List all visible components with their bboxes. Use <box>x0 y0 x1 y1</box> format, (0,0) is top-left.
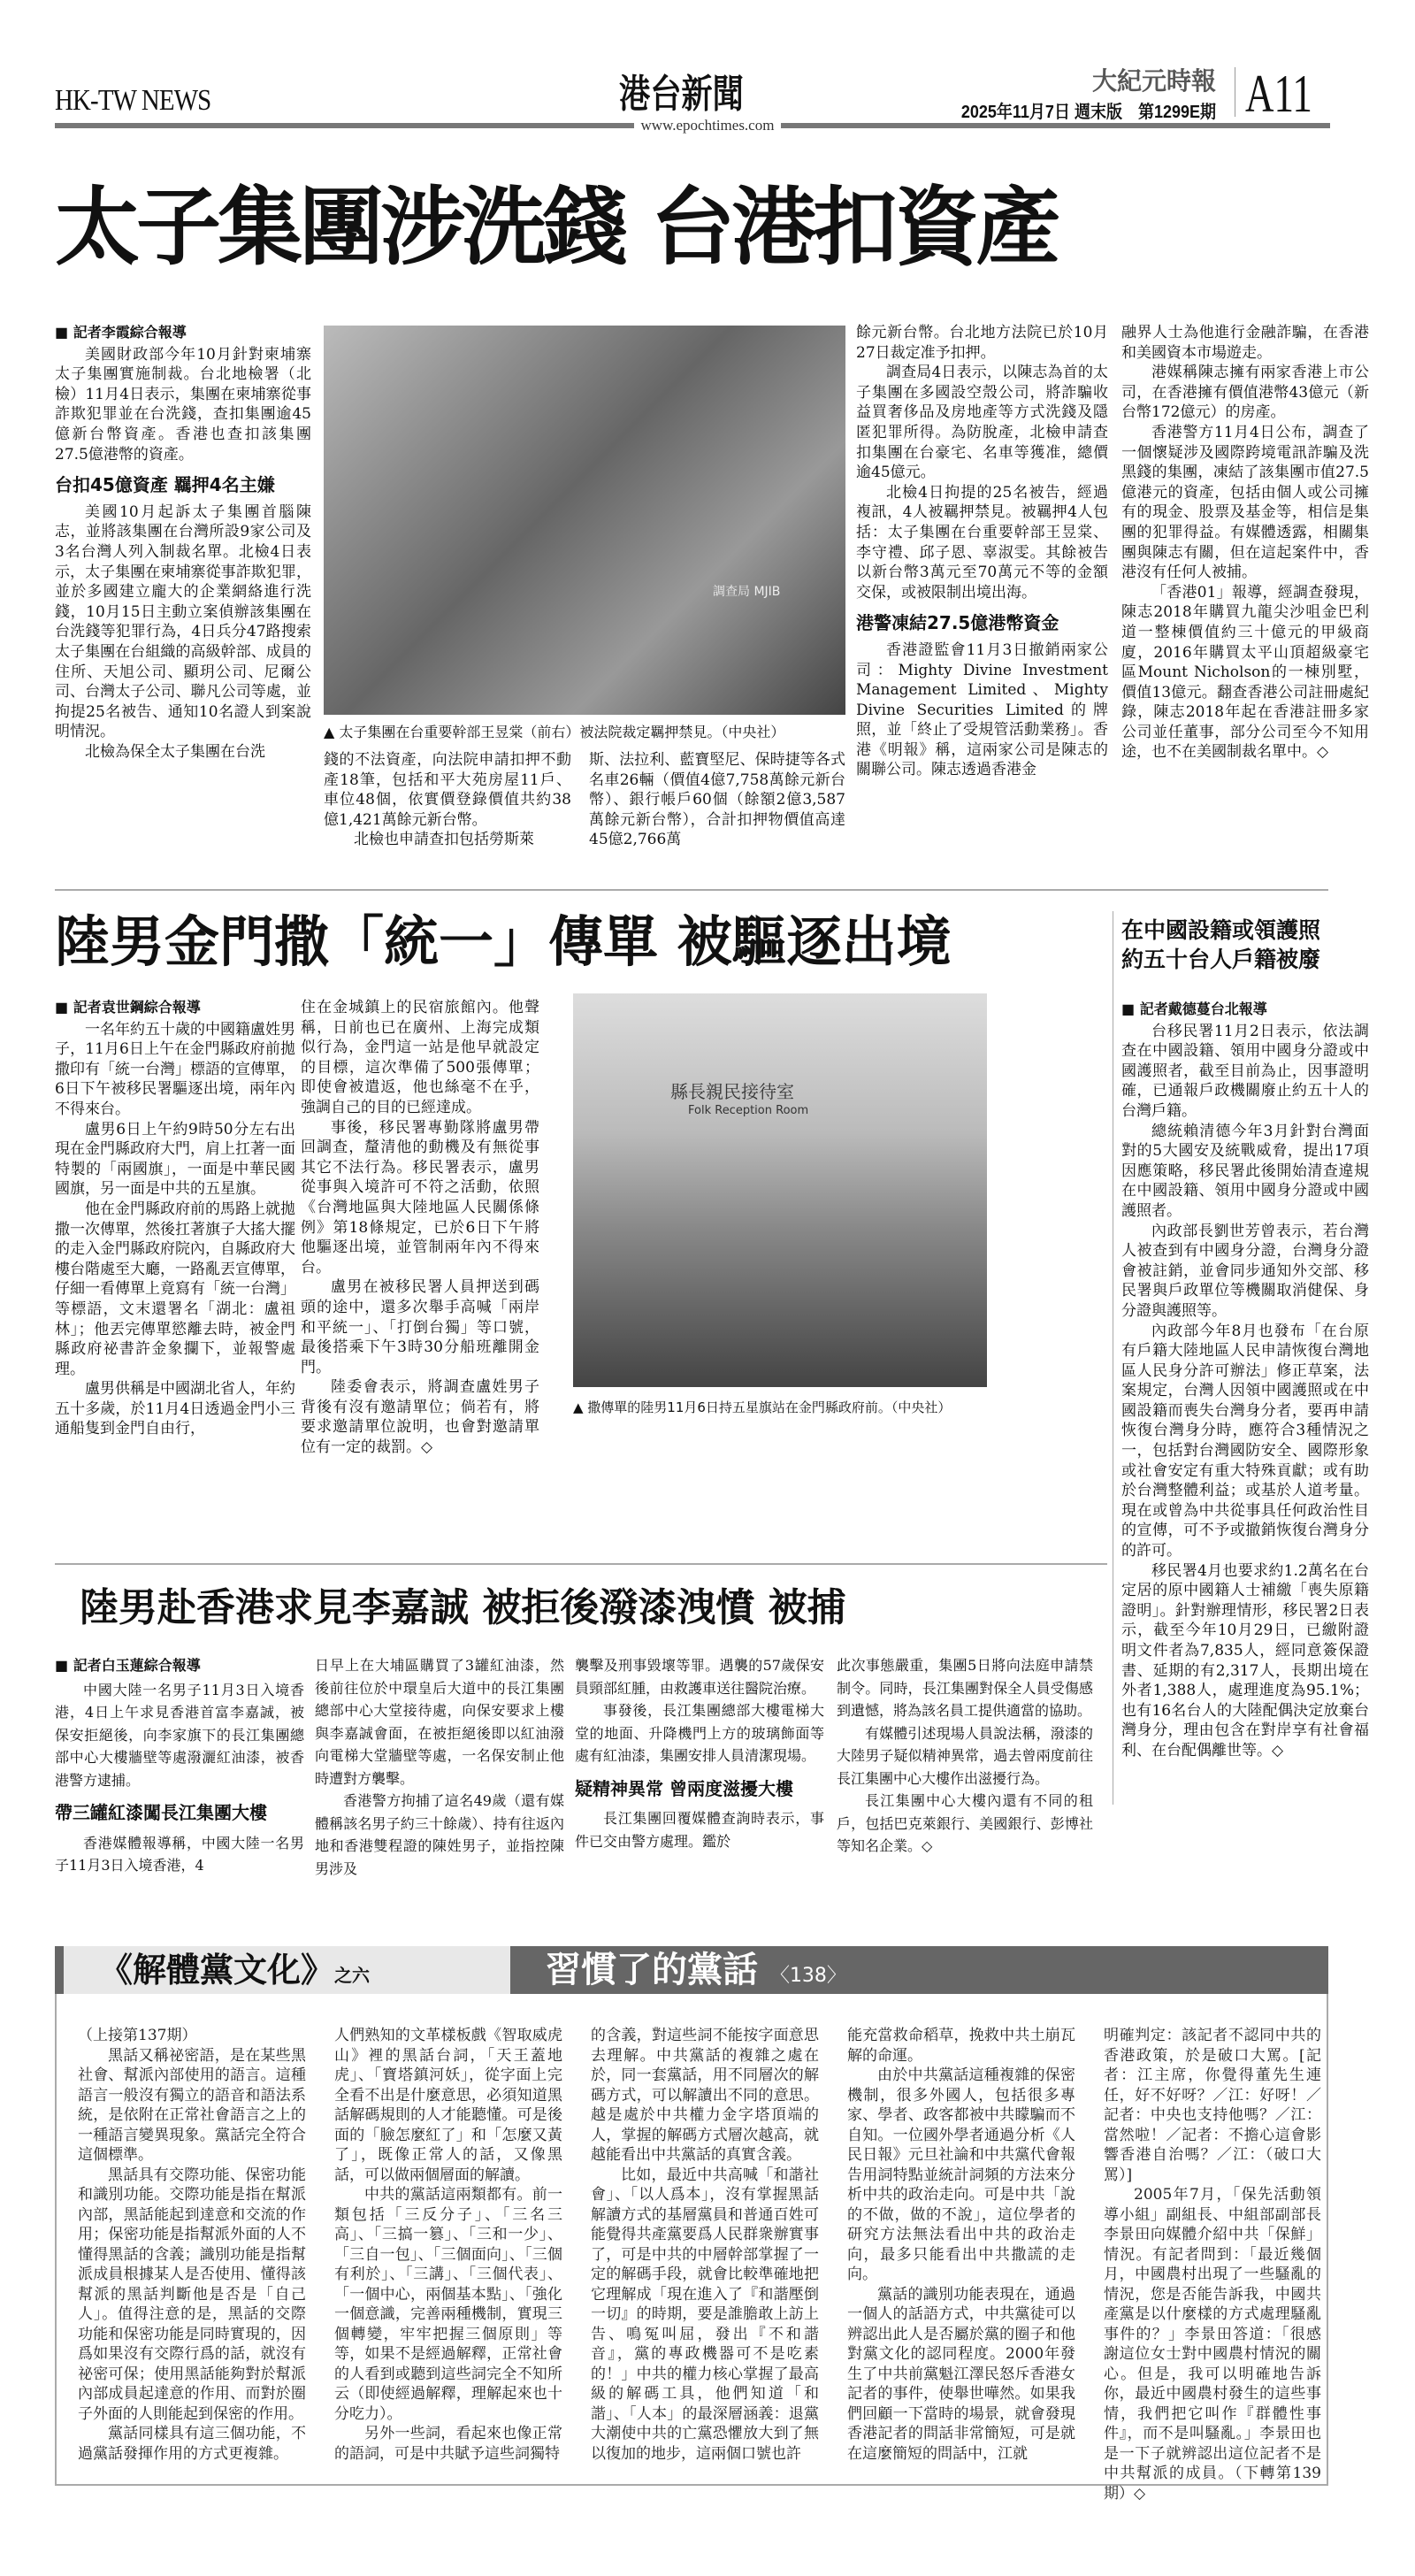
paragraph: 2005年7月，「保先活動領導小組」副組長、中組部副部長李景田向媒體介紹中共「保鮮」情況。有記者問到：「最近幾個月，中國農村出現了一些騷亂的情況，您是否能告訴我，中國共產黨是以什麼樣的方式處理騷亂事件的？」李景田答道：「很感謝這位女士對中國農村情況的關心。但是，我可以明確地告訴你，最近中國農村發生的這些事情，我們把它叫作『群體性事件』，而不是叫騷亂。」李景田也是一下子就辨認出這位記者不是中共幫派的成員。（下轉第139期）◇ <box>1104 2186 1321 2503</box>
byline: ■ 記者李霞綜合報導 <box>55 324 187 341</box>
paragraph: 北檢為保全太子集團在台洗 <box>85 742 265 761</box>
section-divider <box>55 1563 1107 1565</box>
subheading: 帶三罐紅漆闖長江集團大樓 <box>55 1802 267 1823</box>
paragraph: 香港媒體報導稱，中國大陸一名男子11月3日入境香港，4 <box>55 1834 304 1874</box>
arrest-photo <box>324 326 845 715</box>
paragraph: 住在金城鎮上的民宿旅館內。他聲稱，日前也已在廣州、上海完成類似行為，金門這一站是他早就設定的目標，這次準備了500張傳單；即使會被遣返，他也絲毫不在乎，強調自己的目的已經達成。 <box>301 999 539 1116</box>
serial-col2 <box>334 2026 562 2464</box>
subheading: 台扣45億資產 羈押4名主嫌 <box>55 474 275 496</box>
subheading: 疑精神異常 曾兩度滋擾大樓 <box>575 1777 793 1799</box>
paragraph: 內政部長劉世芳曾表示，若台灣人被查到有中國身分證，台灣身分證會被註銷，並會同步通知外交部、移民署與戶政單位等機關取消健保、身分證與護照等。 <box>1121 1222 1369 1320</box>
paragraph: 中共的黨話這兩類都有。前一類包括「三反分子」、「三名三高」、「三搞一篡」、「三和一少」、「三自一包」、「三個面向」、「三個有利於」、「三講」、「三個代表」、「一個中心，兩個基本點」、「強化一個意識，完善兩種機制，實現三個轉變，牢牢把握三個原則」等等，如果不是經過解釋，正常社會的人看到或聽到這些詞完全不知所云（即使經過解釋，理解起來也十分吃力）。 <box>334 2186 562 2423</box>
paragraph: 香港警方11月4日公布，調查了一個懷疑涉及國際跨境電訊詐騙及洗黑錢的集團，凍結了該集團市值27.5億港元的資產，包括由個人或公司擁有的現金、股票及基金等，相信是集團的犯罪得益。有媒體透露，相關集團與陳志有關，但在這起案件中，香港沒有任何人被捕。 <box>1121 423 1369 582</box>
paragraph: 他在金門縣政府前的馬路上就拋撒一次傳單，然後扛著旗子大搖大擺的走入金門縣政府院內，自縣政府大樓台階處至大廳，一路亂丟宣傳單，仔細一看傳單上竟寫有「統一台灣」等標語，文末還署名「湖北：盧祖林」；他丟完傳單慾離去時，被金門縣政府祕書許金象攔下，並報警處理。 <box>55 1200 295 1378</box>
story4-headline: 陸男赴香港求見李嘉誠 被拒後潑漆洩憤 被捕 <box>80 1585 846 1630</box>
paragraph: 另外一些詞，看起來也像正常的語詞，可是中共賦予這些詞獨特 <box>334 2425 562 2463</box>
paragraph: 美國財政部今年10月針對柬埔寨太子集團實施制裁。台北地檢署（北檢）11月4日表示，集團在柬埔寨從事詐欺犯罪並在台洗錢，查扣集團逾45億新台幣資產。香港也查扣該集團27.5億港幣的資產。 <box>55 345 311 464</box>
headline-line: 約五十台人戶籍被廢 <box>1121 947 1321 972</box>
page-number: A11 <box>1245 65 1312 123</box>
story4-col1 <box>55 1654 304 1877</box>
serial-title: 習慣了的黨話 〈138〉 <box>546 1950 846 1990</box>
story2-col2 <box>301 998 539 1458</box>
photo-caption: ▲ 撒傳單的陸男11月6日持五星旗站在金門縣政府前。（中央社） <box>573 1399 952 1415</box>
paragraph: 一名年約五十歲的中國籍盧姓男子，11月6日上午在金門縣政府前拋撒印有「統一台灣」標語的宣傳單，6日下午被移民署驅逐出境，兩年內不得來台。 <box>55 1020 295 1118</box>
paragraph: 陸委會表示，將調查盧姓男子背後有沒有邀請單位；倘若有，將要求邀請單位說明，也會對邀請單位有一定的裁罰。◇ <box>301 1378 539 1457</box>
section-name-zh: 港台新聞 <box>619 72 744 117</box>
paragraph: 香港警方拘捕了這名49歲（還有媒體稱該名男子約三十餘歲）、持有往返內地和香港雙程證的陳姓男子，並指控陳男涉及 <box>315 1792 564 1877</box>
paragraph: 事發後，長江集團總部大樓電梯大堂的地面、升降機門上方的玻璃飾面等處有紅油漆，集團安排人員清潔現場。 <box>575 1702 824 1764</box>
issue-date: 2025年11月7日 週末版 第1299E期 <box>960 103 1216 122</box>
leaflet-man-photo <box>573 993 987 1387</box>
paragraph: 盧男在被移民署人員押送到碼頭的途中，還多次舉手高喊「兩岸和平統一」、「打倒台獨」等口號，最後搭乘下午3時30分船班離開金門。 <box>301 1278 539 1376</box>
serial-col1 <box>78 2026 306 2464</box>
paragraph: 長江集團中心大樓內還有不同的租戶，包括巴克萊銀行、美國銀行、彭博社等知名企業。◇ <box>837 1792 1093 1854</box>
paragraph: 美國10月起訴太子集團首腦陳志，並將該集團在台灣所設9家公司及3名台灣人列入制裁名單。北檢4日表示，太子集團在柬埔寨從事詐欺犯罪，並於多國建立龐大的企業網絡進行洗錢，10月15日主動立案偵辦該集團在台洗錢等犯罪行為，4日兵分47路搜索太子集團在台組織的高級幹部、成員的住所、天旭公司、顯玥公司、尼爾公司、台灣太子公司、聯凡公司等處，並拘提25名被告、通知10名證人到案說明情況。 <box>55 502 311 741</box>
story1-col2 <box>324 750 571 850</box>
newspaper-brand: 大紀元時報 <box>1091 66 1216 96</box>
site-url[interactable]: www.epochtimes.com <box>0 117 1415 134</box>
paragraph: 人們熟知的文革樣板戲《智取威虎山》裡的黑話台詞，「天王蓋地虎」、「寶塔鎮河妖」，從字面上完全看不出是什麼意思，必須知道黑話解碼規則的人才能聽懂。可是後面的「臉怎麼紅了」和「怎麼又黃了」，既像正常人的話，又像黑話，可以做兩個層面的解讀。 <box>334 2027 562 2184</box>
paragraph: 事後，移民署專勤隊將盧男帶回調查，釐清他的動機及有無從事其它不法行為。移民署表示，盧男從事與入境許可不符之活動，依照《台灣地區與大陸地區人民關係條例》第18條規定，已於6日下午將他驅逐出境，並管制兩年內不得來台。 <box>301 1118 539 1276</box>
series-title: 《解體黨文化》之六 <box>64 1946 510 1994</box>
paragraph: 的含義，對這些詞不能按字面意思去理解。中共黨話的複雜之處在於，同一套黨話，用不同層次的解碼方式，可以解讀出不同的意思。越是處於中共權力金字塔頂端的人，掌握的解碼方式層次越高，就越能看出中共黨話的真實含義。 <box>591 2027 819 2164</box>
story3-headline <box>1121 916 1320 974</box>
paragraph: 明確判定：該記者不認同中共的香港政策，於是破口大罵。[記者：江主席，你覺得董先生連任，好不好呀？／江：好呀！／記者：中央也支持他嗎？／江：當然啦！／記者：不擔心這會影響香港自治嗎？／江：（破口大罵）] <box>1104 2027 1321 2184</box>
serial-col5 <box>1104 2026 1321 2503</box>
main-headline: 太子集團涉洗錢 台港扣資產 <box>55 178 1058 277</box>
paragraph: 北檢也申請查扣包括勞斯萊 <box>354 831 534 849</box>
photo-caption: ▲ 太子集團在台重要幹部王昱棠（前右）被法院裁定羈押禁見。（中央社） <box>324 724 785 740</box>
paragraph: 香港證監會11月3日撤銷兩家公司：Mighty Divine Investment Management Limited、Mighty Divine Securities Limited的牌照，並「終止了受規管活動業務」。香港《明報》稱，這兩家公司是陳志的關聯公司。陳志透過香港金 <box>856 640 1108 779</box>
paragraph: 襲擊及刑事毀壞等罪。遇襲的57歲保安員頸部紅腫，由救護車送往醫院治療。 <box>575 1657 824 1697</box>
paragraph: 融界人士為他進行金融詐騙，在香港和美國資本市場遊走。 <box>1121 324 1369 362</box>
paragraph: 黨話的識別功能表現在，通過一個人的話語方式，中共黨徒可以辨認出此人是否屬於黨的圈子和他對黨文化的認同程度。2000年發生了中共前黨魁江澤民怒斥香港女記者的事件，使舉世嘩然。如果我們回顧一下當時的場景，就會發現香港記者的問話非常簡短，可是就在這麼簡短的問話中，江就 <box>847 2285 1075 2463</box>
photo-badge: 調查局 MJIB <box>713 585 781 599</box>
paragraph: 內政部今年8月也發布「在台原有戶籍大陸地區人民申請恢復台灣地區人民身分許可辦法」修正草案，法案規定，台灣人因領中國護照或在中國設籍而喪失台灣身分者，要再申請恢復台灣身分時，應符合3種情況之一，包括對台灣國防安全、國際形象或社會安定有重大特殊貢獻；或有助於台灣整體利益；或基於人道考量。現在或曾為中共從事具任何政治性目的宣傳，可不予或撤銷恢復台灣身分的許可。 <box>1121 1322 1369 1560</box>
paragraph: 黑話具有交際功能、保密功能和識別功能。交際功能是指在幫派內部，黑話能起到達意和交流的作用；保密功能是指幫派外面的人不懂得黑話的含義；識別功能是指幫派成員根據某人是否使用、懂得該幫派的黑話判斷他是否是「自己人」。值得注意的是，黑話的交際功能和保密功能是同時實現的，因爲如果沒有交際行爲的話，就沒有祕密可保；使用黑話能夠對於幫派內部成員起達意的作用、而對於圈子外面的人則能起到保密的作用。 <box>78 2166 306 2423</box>
paragraph: 由於中共黨話這種複雜的保密機制，很多外國人，包括很多專家、學者、政客都被中共矇騙而不自知。一位國外學者通過分析《人民日報》元旦社論和中共黨代會報告用詞特點並統計詞頻的方法來分析中共的政治走向。可是中共「說的不做，做的不說」，這位學者的研究方法無法看出中共的政治走向，最多只能看出中共撒謊的走向。 <box>847 2066 1075 2283</box>
paragraph: 港媒稱陳志擁有兩家香港上市公司，在香港擁有價值港幣43億元（新台幣172億元）的房產。 <box>1121 364 1369 422</box>
section-divider <box>55 889 1328 891</box>
paragraph: 日早上在大埔區購買了3罐紅油漆，然後前往位於中環皇后大道中的長江集團總部中心大堂接待處，向保安要求上樓與李嘉誠會面，在被拒絕後即以紅油潑向電梯大堂牆壁等處，一名保安制止他時遭對方襲擊。 <box>315 1657 564 1787</box>
paragraph: 盧男供稱是中國湖北省人，年約五十多歲，於11月4日透過金門小三通船隻到金門自由行， <box>55 1380 295 1438</box>
paragraph: 黨話同樣具有這三個功能，不過黨話發揮作用的方式更複雜。 <box>78 2425 306 2463</box>
paragraph: 比如，最近中共高喊「和諧社會」、「以人爲本」，沒有掌握黑話解讀方式的基層黨員和普通百姓可能覺得共產黨要爲人民群衆辦實事了，可是中共的中層幹部掌握了一定的解碼手段，就會比較準確地把它理解成「現在進入了『和諧壓倒一切』的時期，要是誰膽敢上訪上告、鳴冤叫屈，發出『不和諧音』，黨的專政機器可不是吃素的！」中共的權力核心掌握了最高級的解碼工具，他們知道「和諧」、「人本」的最深層涵義：退黨大潮使中共的亡黨恐懼放大到了無以復加的地步，這兩個口號也許 <box>591 2166 819 2463</box>
paragraph: 斯、法拉利、藍寶堅尼、保時捷等各式名車26輛（價值4億7,758萬餘元新台幣）、銀行帳戶60個（餘額2億3,587萬餘元新台幣），合計扣押物價值高達45億2,766萬 <box>589 751 845 849</box>
paragraph: 盧男6日上午約9時50分左右出現在金門縣政府大門，肩上扛著一面特製的「兩國旗」，一面是中華民國國旗，另一面是中共的五星旗。 <box>55 1120 295 1199</box>
subheading: 港警凍結27.5億港幣資金 <box>856 612 1059 634</box>
story1-col4 <box>856 323 1108 780</box>
paragraph: 長江集團回覆媒體查詢時表示，事件已交由警方處理。鑑於 <box>575 1810 824 1850</box>
paragraph: 中國大陸一名男子11月3日入境香港，4日上午求見香港首富李嘉誠，被保安拒絕後，向李家旗下的長江集團總部中心大樓牆壁等處潑灑紅油漆，被香港警方逮捕。 <box>55 1681 304 1789</box>
sign-zh: 縣長親民接待室 <box>670 1081 794 1102</box>
paragraph: 有媒體引述現場人員說法稱，潑漆的大陸男子疑似精神異常，過去曾兩度前往長江集團中心大樓作出滋擾行為。 <box>837 1724 1093 1787</box>
story4-col3 <box>575 1654 824 1852</box>
paragraph: 移民署4月也要求約1.2萬名在台定居的原中國籍人士補繳「喪失原籍證明」。針對辦理情形，移民署2日表示，截至今年10月29日，已繳附證明文件者為7,835人，經同意簽保證書、延期的有2,317人，長期出境在外者1,388人，處理進度為95.1%；也有16名台人的大陸配偶決定放棄台灣身分，理由包含在對岸享有社會福利、在台配偶離世等。◇ <box>1121 1561 1369 1760</box>
paragraph: 黑話又稱祕密語，是在某些黑社會、幫派內部使用的語言。這種語言一般沒有獨立的語音和語法系統，是依附在正常社會語言之上的一種語言變異現象。黨話完全符合這個標準。 <box>78 2046 306 2164</box>
story1-col3 <box>589 750 845 850</box>
serial-col3 <box>591 2026 819 2464</box>
headline-line: 在中國設籍或領護照 <box>1121 917 1321 943</box>
byline: ■ 記者袁世鋼綜合報導 <box>55 999 201 1016</box>
paragraph: 錢的不法資產，向法院申請扣押不動產18筆，包括和平大苑房屋11戶、車位48個，依實價登錄價值共約38億1,421萬餘元新台幣。 <box>324 751 571 829</box>
paragraph: 「香港01」報導，經調查發現，陳志2018年購買九龍尖沙咀金巴利道一整棟價值約三十億元的甲級商廈，2016年購買太平山頂超級豪宅區Mount Nicholson的一棟別墅，價值13億元。翻查香港公司註冊處紀錄，陳志2018年起在香港註冊多家公司並任董事，部分公司至今不知用途，也不在美國制裁名單中。◇ <box>1121 583 1369 762</box>
paragraph: 餘元新台幣。台北地方法院已於10月27日裁定准予扣押。 <box>856 324 1108 362</box>
story2-col1 <box>55 998 295 1439</box>
paragraph: 能充當救命稻草，挽救中共土崩瓦解的命運。 <box>847 2027 1075 2065</box>
story3-body <box>1121 1000 1369 1761</box>
story4-col4 <box>837 1654 1093 1858</box>
story1-col5 <box>1121 323 1369 763</box>
story4-col2 <box>315 1654 564 1880</box>
serial-banner <box>55 1946 1328 1994</box>
paragraph: 台移民署11月2日表示，依法調查在中國設籍、領用中國身分證或中國護照者，截至目前為止，因事證明確，已通報戶政機關廢止約五十人的台灣戶籍。 <box>1121 1022 1369 1120</box>
section-name-en: HK-TW NEWS <box>55 84 211 117</box>
story1-col1 <box>55 323 311 762</box>
paragraph: 此次事態嚴重，集團5日將向法庭申請禁制令。同時，長江集團對保全人員受傷感到遺憾，將為該名員工提供適當的協助。 <box>837 1657 1093 1719</box>
paragraph: 調查局4日表示，以陳志為首的太子集團在多國設空殼公司，將詐騙收益買奢侈品及房地產等方式洗錢及隱匿犯罪所得。為防脫產，北檢申請查扣集團在台豪宅、名車等獲准，總價逾45億元。 <box>856 364 1108 482</box>
story2-headline: 陸男金門撒「統一」傳單 被驅逐出境 <box>55 909 952 974</box>
serial-col4 <box>847 2026 1075 2464</box>
byline: ■ 記者戴德蔓台北報導 <box>1121 1000 1267 1017</box>
continued-note: （上接第137期） <box>78 2027 197 2044</box>
paragraph: 總統賴清德今年3月針對台灣面對的5大國安及統戰威脅，提出17項因應策略，移民署此後開始清查違規在中國設籍、領用中國身分證或中國護照者。 <box>1121 1122 1369 1220</box>
sign-en: Folk Reception Room <box>688 1104 809 1117</box>
paragraph: 北檢4日拘提的25名被告，經過複訊，4人被羈押禁見。被羈押4人包括：太子集團在台重要幹部王昱棠、李守禮、邱子恩、辜淑雯。其餘被告以新台幣3萬元至70萬元不等的金額交保，或被限制出境出海。 <box>856 483 1108 602</box>
byline: ■ 記者白玉蓮綜合報導 <box>55 1657 201 1674</box>
